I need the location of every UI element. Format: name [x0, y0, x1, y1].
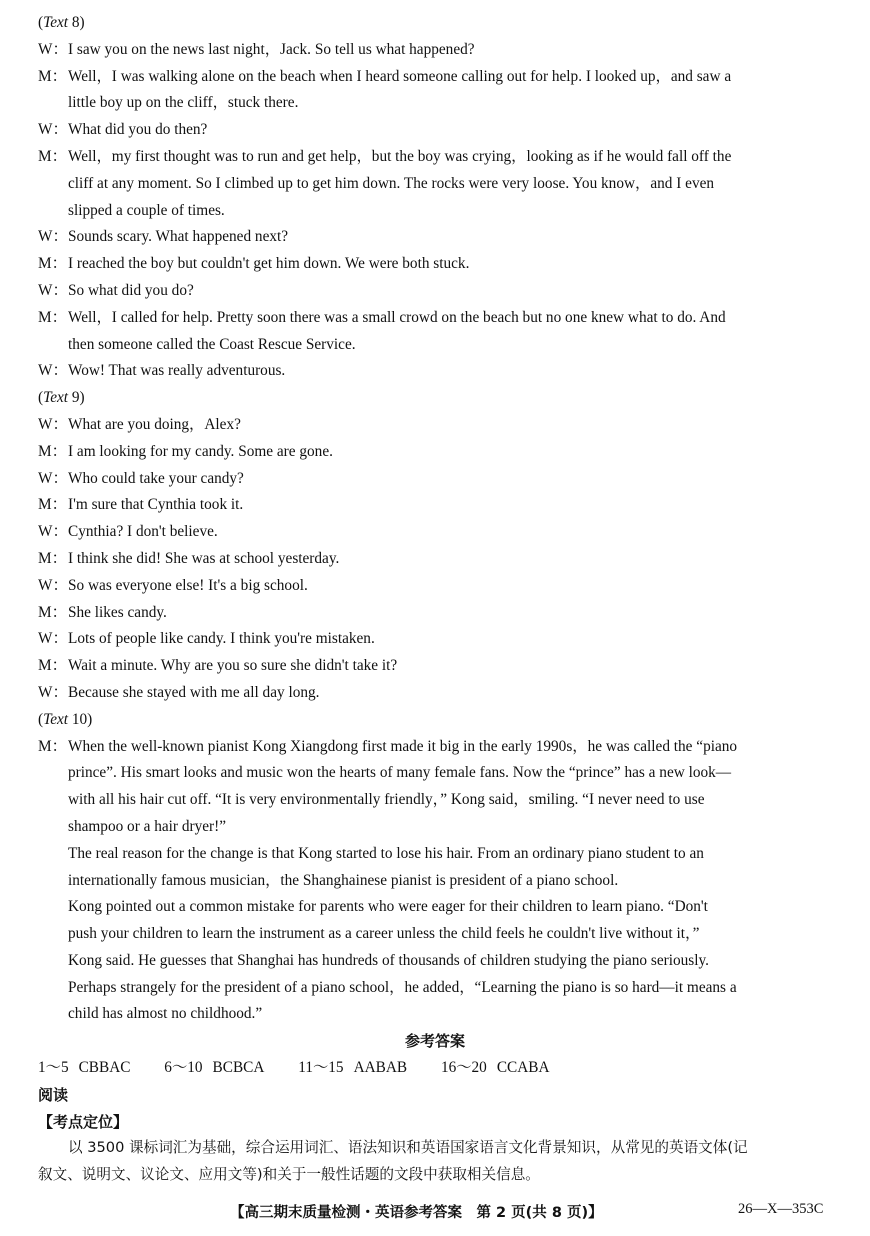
speech-line: Kong said. He guesses that Shanghai has hundreds of thousands of children studying the piano seriously. — [68, 951, 709, 969]
answer-group: 6～10 BCBCA — [164, 1059, 265, 1077]
dialogue-turn — [38, 251, 834, 278]
speech-line: Well，I called for help. Pretty soon there was a small crowd on the beach but no one knew what to do. And — [68, 308, 726, 326]
speech-text — [68, 412, 834, 439]
speech-line: I reached the boy but couldn't get him down. We were both stuck. — [68, 255, 470, 273]
dialogue-turn — [38, 439, 834, 466]
dialogue-turn — [38, 466, 834, 493]
speech-text — [68, 600, 834, 627]
speech-line: I saw you on the news last night，Jack. So tell us what happened? — [68, 40, 475, 58]
text10-speech — [68, 734, 834, 1029]
speech-line: push your children to learn the instrument as a career unless the child feels he couldn't live without it，” — [68, 925, 700, 943]
speech-line: Well，my first thought was to run and get help，but the boy was crying，looking as if he would fall off the — [68, 147, 732, 165]
speech-line: Cynthia? I don't believe. — [68, 523, 218, 541]
speech-line: cliff at any moment. So I climbed up to get him down. The rocks were very loose. You know，and I even — [68, 174, 715, 192]
speech-line: What are you doing，Alex? — [68, 415, 241, 433]
speech-text — [68, 626, 834, 653]
speech-line: Kong pointed out a common mistake for parents who were eager for their children to learn piano. “Don't — [68, 898, 708, 916]
dialogue-turn — [38, 144, 834, 224]
speech-line: I am looking for my candy. Some are gone. — [68, 442, 333, 460]
speech-line: Sounds scary. What happened next? — [68, 228, 289, 246]
speaker-label: M： — [38, 737, 67, 755]
speaker-label: W： — [38, 469, 68, 487]
page-footer — [0, 1201, 870, 1223]
speech-line: Lots of people like candy. I think you're mistaken. — [68, 630, 375, 648]
speaker-label: M： — [38, 549, 67, 567]
speech-line: Well，I was walking alone on the beach when I heard someone calling out for help. I looked up，and saw a — [68, 67, 732, 85]
speech-line: with all his hair cut off. “It is very environmentally friendly，” Kong said，smiling. “I never need to use — [68, 791, 705, 809]
speech-text — [68, 251, 834, 278]
dialogue-turn — [38, 305, 834, 359]
speech-line: I think she did! She was at school yesterday. — [68, 549, 340, 567]
speaker-label: W： — [38, 576, 68, 594]
speaker-label: W： — [38, 121, 68, 139]
text9-dialogue — [38, 412, 834, 707]
speech-text — [68, 492, 834, 519]
speech-line: shampoo or a hair dryer!” — [68, 817, 227, 835]
speech-line: prince”. His smart looks and music won the hearts of many female fans. Now the “prince” has a new look— — [68, 764, 732, 782]
dialogue-turn — [38, 224, 834, 251]
speech-text — [68, 117, 834, 144]
speech-text — [68, 37, 834, 64]
speaker-label: W： — [38, 40, 68, 58]
speech-text — [68, 64, 834, 118]
speaker-label: M： — [38, 255, 67, 273]
speech-line: little boy up on the cliff，stuck there. — [68, 94, 299, 112]
speech-text — [68, 358, 834, 385]
speaker-label: M： — [38, 147, 67, 165]
paragraph-line: 叙文、说明文、议论文、应用文等)和关于一般性话题的文段中获取相关信息。 — [38, 1166, 540, 1184]
reading-heading: 阅读 — [38, 1085, 69, 1104]
dialogue-turn — [38, 519, 834, 546]
speech-text — [68, 519, 834, 546]
document-page — [38, 10, 834, 1189]
speaker-label: M： — [38, 442, 67, 460]
answer-group: 16～20 CCABA — [440, 1059, 550, 1077]
answer-group: 1～5 CBBAC — [38, 1059, 131, 1077]
text8-dialogue — [38, 37, 834, 385]
dialogue-turn — [38, 412, 834, 439]
dialogue-turn — [38, 64, 834, 118]
speaker-label: W： — [38, 362, 68, 380]
answer-group: 11～15 AABAB — [298, 1059, 408, 1077]
speech-line: slipped a couple of times. — [68, 201, 225, 219]
speech-text — [68, 305, 834, 359]
speech-line: The real reason for the change is that Kong started to lose his hair. From an ordinary piano student to an — [68, 844, 704, 862]
kaodian-paragraph — [38, 1135, 834, 1189]
speech-line: Perhaps strangely for the president of a piano school，he added，“Learning the piano is so hard—it means a — [68, 978, 737, 996]
speaker-label: W： — [38, 683, 68, 701]
speech-text — [68, 680, 834, 707]
speech-line: I'm sure that Cynthia took it. — [68, 496, 244, 514]
paragraph-line: 以 3500 课标词汇为基础，综合运用词汇、语法知识和英语国家语言文化背景知识，从常见的英语文体(记 — [68, 1139, 748, 1157]
speaker-label: M： — [38, 67, 67, 85]
speech-line: When the well-known pianist Kong Xiangdong first made it big in the early 1990s，he was called the “piano — [68, 737, 738, 755]
speech-text — [68, 278, 834, 305]
speech-line: child has almost no childhood.” — [68, 1005, 263, 1023]
footer-title: 【高三期末质量检测・英语参考答案 第 2 页(共 8 页)】 — [230, 1205, 603, 1221]
speech-line: internationally famous musician，the Shanghainese pianist is president of a piano school. — [68, 871, 619, 889]
dialogue-turn — [38, 278, 834, 305]
speaker-label: W： — [38, 228, 68, 246]
speech-text — [68, 466, 834, 493]
speech-text — [68, 144, 834, 224]
speaker-label: M： — [38, 657, 67, 675]
dialogue-turn — [38, 358, 834, 385]
kaodian-heading: 【考点定位】 — [38, 1112, 129, 1131]
answer-heading: 参考答案 — [404, 1032, 465, 1051]
speaker-label: W： — [38, 523, 68, 541]
text10-label: (Text 10) — [38, 710, 93, 728]
text9-label: (Text 9) — [38, 389, 85, 407]
dialogue-turn — [38, 37, 834, 64]
speech-line: What did you do then? — [68, 121, 208, 139]
speech-line: Wow! That was really adventurous. — [68, 362, 286, 380]
text10-monologue — [38, 734, 834, 1029]
dialogue-turn — [38, 573, 834, 600]
dialogue-turn — [38, 117, 834, 144]
dialogue-turn — [38, 626, 834, 653]
dialogue-turn — [38, 600, 834, 627]
speaker-label: M： — [38, 603, 67, 621]
speaker-label: M： — [38, 496, 67, 514]
speech-line: So was everyone else! It's a big school. — [68, 576, 308, 594]
speech-text — [68, 224, 834, 251]
speech-text — [68, 546, 834, 573]
speech-line: then someone called the Coast Rescue Service. — [68, 335, 356, 353]
dialogue-turn — [38, 680, 834, 707]
speech-line: Wait a minute. Why are you so sure she didn't take it? — [68, 657, 398, 675]
speaker-label: W： — [38, 415, 68, 433]
dialogue-turn — [38, 653, 834, 680]
speech-text — [68, 653, 834, 680]
footer-code: 26—X—353C — [738, 1201, 824, 1217]
speech-line: She likes candy. — [68, 603, 167, 621]
speech-line: Who could take your candy? — [68, 469, 244, 487]
speaker-label: M： — [38, 308, 67, 326]
speaker-label: W： — [38, 281, 68, 299]
speech-line: So what did you do? — [68, 281, 194, 299]
dialogue-turn — [38, 546, 834, 573]
speech-line: Because she stayed with me all day long. — [68, 683, 320, 701]
text8-label: (Text 8) — [38, 14, 85, 31]
speaker-label: W： — [38, 630, 68, 648]
answer-key — [38, 1055, 834, 1082]
dialogue-turn — [38, 492, 834, 519]
speech-text — [68, 573, 834, 600]
speech-text — [68, 439, 834, 466]
